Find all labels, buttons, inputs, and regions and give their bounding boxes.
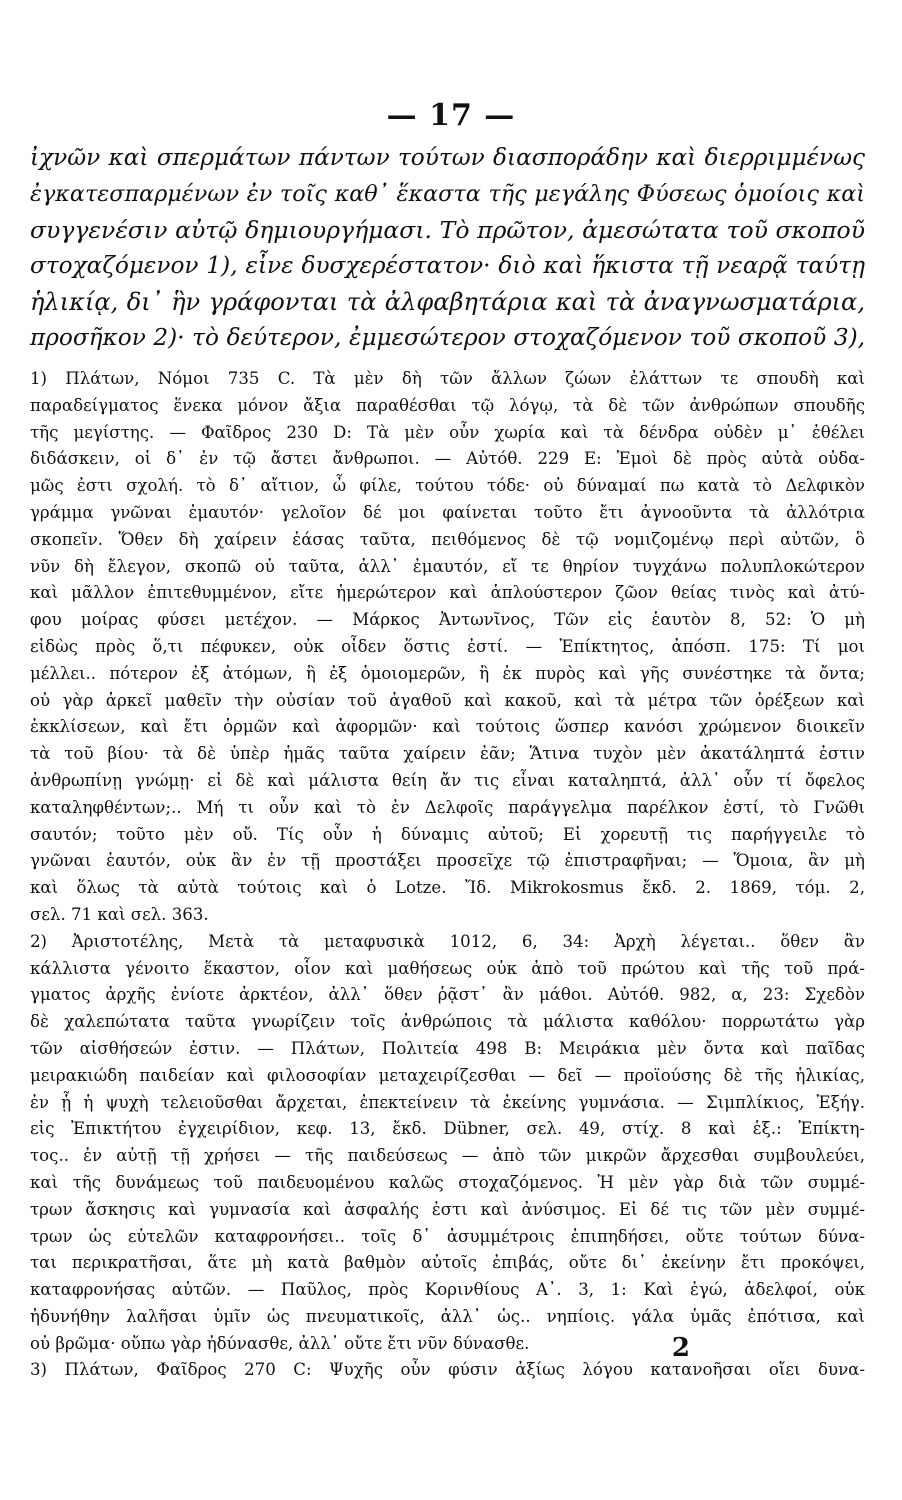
footnote-line: ἀνθρωπίνῃ γνώμῃ· εἰ δὲ καὶ μάλιστα θείη ἄν τις εἶναι καταληπτά, ἀλλ᾽ οὖν τί ὄφελος [30, 770, 865, 790]
footnote-line: τρων ὡς εὐτελῶν καταφρονήσει.. τοῖς δ᾽ ἀσυμμέτροις ἐπιπηδήσει, οὔτε τούτων δύνα- [30, 1226, 865, 1246]
footnote-line: γνῶναι ἑαυτόν, οὐκ ἂν ἐν τῇ προστάξει προσεῖχε τῷ ἐπιστραφῆναι; — Ὅμοια, ἂν μὴ [30, 851, 865, 871]
footnote-line: τος.. ἐν αὐτῇ τῇ χρήσει — τῆς παιδεύσεως — ἀπὸ τῶν μικρῶν ἄρχεσθαι συμβουλεύει, [30, 1146, 865, 1166]
footnote-line: τὰ τοῦ βίου· τὰ δὲ ὑπὲρ ἡμᾶς ταῦτα χαίρειν ἐᾶν; Ἅτινα τυχὸν μὲν ἀκατάληπτά ἐστιν [30, 744, 865, 764]
footnote-line: καταφρονήσας αὐτῶν. — Παῦλος, πρὸς Κορινθίους Α᾽. 3, 1: Καὶ ἐγώ, ἀδελφοί, οὐκ [30, 1280, 865, 1300]
footnote-line: ται περικρατῆσαι, ἅτε μὴ κατὰ βαθμὸν αὐτοῖς ἐπιβάς, οὔτε δι᾽ ἐκείνην ἔτι προκόψει, [30, 1253, 865, 1273]
main-text-line: συγγενέσιν αὐτῷ δημιουργήμασι. Τὸ πρῶτον, ἀμεσώτατα τοῦ σκοποῦ [30, 216, 865, 244]
footnote-line: ἠδυνήθην λαλῆσαι ὑμῖν ὡς πνευματικοῖς, ἀλλ᾽ ὡς.. νηπίοις. γάλα ὑμᾶς ἐπότισα, καὶ [30, 1306, 865, 1326]
footnote-2 [30, 929, 865, 1358]
main-text-line: ἐγκατεσπαρμένων ἐν τοῖς καθ᾽ ἕκαστα τῆς μεγάλης Φύσεως ὁμοίοις καὶ [30, 181, 865, 207]
footnotes [30, 366, 865, 1384]
footnote-line: παραδείγματος ἕνεκα μόνον ἄξια παραθέσθαι τῷ λόγῳ, τὰ δὲ τῶν ἀνθρώπων σπουδῆς [30, 395, 865, 415]
footnote-line: καταληφθέντων;.. Μή τι οὖν καὶ τὸ ἐν Δελφοῖς παράγγελμα παρέλκον ἐστί, τὸ Γνῶθι [30, 797, 865, 817]
footnote-line: καὶ μᾶλλον ἐπιτεθυμμένον, εἴτε ἡμερώτερον καὶ ἁπλούστερον ζῶον θείας τινὸς καὶ ἀτύ- [30, 583, 865, 603]
footnote-line: 3) Πλάτων, Φαῖδρος 270 C: Ψυχῆς οὖν φύσιν ἀξίως λόγου κατανοῆσαι οἴει δυνα- [30, 1360, 865, 1380]
footnote-line: μῶς ἐστι σχολή. τὸ δ᾽ αἴτιον, ὦ φίλε, τούτου τόδε· οὐ δύναμαί πω κατὰ τὸ Δελφικὸν [30, 476, 865, 496]
footnote-line: ἐκκλίσεων, καὶ ἔτι ὁρμῶν καὶ ἀφορμῶν· καὶ τούτοις ὥσπερ κανόσι χρώμενον διοικεῖν [30, 717, 865, 737]
footnote-line: γματος ἀρχῆς ἐνίοτε ἀρκτέον, ἀλλ᾽ ὅθεν ῥᾷστ᾽ ἂν μάθοι. Αὐτόθ. 982, α, 23: Σχεδὸν [30, 985, 865, 1005]
main-text-line: προσῆκον 2)· τὸ δεύτερον, ἐμμεσώτερον στοχαζόμενον τοῦ σκοποῦ 3), [30, 324, 865, 351]
footnote-line: νῦν δὴ ἔλεγον, σκοπῶ οὐ ταῦτα, ἀλλ᾽ ἐμαυτόν, εἴ τε θηρίον τυγχάνω πολυπλοκώτερον [30, 556, 865, 576]
main-text-line: ἰχνῶν καὶ σπερμάτων πάντων τούτων διασποράδην καὶ διερριμμένως [30, 144, 865, 171]
footnote-line: εἰς Ἐπικτήτου ἐγχειρίδιον, κεφ. 13, ἔκδ. Dübner, σελ. 49, στίχ. 8 καὶ ἑξ.: Ἐπίκτη- [30, 1119, 865, 1139]
footnote-line: γράμμα γνῶναι ἐμαυτόν· γελοῖον δέ μοι φαίνεται τοῦτο ἔτι ἀγνοοῦντα τὰ ἀλλότρια [30, 502, 865, 522]
signature-mark: 2 [671, 1333, 690, 1363]
footnote-line: καὶ ὅλως τὰ αὐτὰ τούτοις καὶ ὁ Lotze. Ἴδ. Mikrokosmus ἔκδ. 2. 1869, τόμ. 2, [30, 878, 865, 898]
footnote-line: φου μοίρας φύσει μετέχον. — Μάρκος Ἀντωνῖνος, Τῶν εἰς ἑαυτὸν 8, 52: Ὁ μὴ [30, 610, 865, 630]
footnote-line: 2) Ἀριστοτέλης, Μετὰ τὰ μεταφυσικὰ 1012, 6, 34: Ἀρχὴ λέγεται.. ὅθεν ἂν [30, 931, 865, 951]
main-text [30, 140, 865, 356]
footnote-line: κάλλιστα γένοιτο ἕκαστον, οἷον καὶ μαθήσεως οὐκ ἀπὸ τοῦ πρώτου καὶ τῆς τοῦ πρά- [30, 958, 865, 978]
footnote-line: τῶν αἰσθήσεών ἐστιν. — Πλάτων, Πολιτεία 498 B: Μειράκια μὲν ὄντα καὶ παῖδας [30, 1038, 865, 1058]
footnote-line: μειρακιώδη παιδείαν καὶ φιλοσοφίαν μεταχειρίζεσθαι — δεῖ — προϊούσης δὲ τῆς ἡλικίας, [30, 1065, 865, 1085]
page-number: — 17 — [386, 98, 516, 133]
footnote-line: τρων ἄσκησις καὶ γυμνασία καὶ ἀσφαλής ἐστι καὶ ἀνύσιμος. Εἰ δέ τις τῶν μὲν συμμέ- [30, 1199, 865, 1219]
main-text-line: στοχαζόμενον 1), εἶνε δυσχερέστατον· διὸ καὶ ἥκιστα τῇ νεαρᾷ ταύτῃ [30, 252, 865, 279]
footnote-line: σαυτόν; τοῦτο μὲν οὔ. Τίς οὖν ἡ δύναμις αὐτοῦ; Εἰ χορευτῇ τις παρήγγειλε τὸ [30, 824, 865, 844]
footnote-line: διδάσκειν, οἱ δ᾽ ἐν τῷ ἄστει ἄνθρωποι. — Αὐτόθ. 229 E: Ἐμοὶ δὲ πρὸς αὐτὰ οὐδα- [30, 449, 865, 469]
footnote-line: καὶ τῆς δυνάμεως τοῦ παιδευομένου καλῶς στοχαζόμενος. Ἡ μὲν γὰρ διὰ τῶν συμμέ- [30, 1172, 865, 1192]
footnote-line: οὐ γὰρ ἀρκεῖ μαθεῖν τὴν οὐσίαν τοῦ ἀγαθοῦ καὶ κακοῦ, καὶ τὰ μέτρα τῶν ὀρέξεων καὶ [30, 690, 865, 710]
footnote-line: τῆς μεγίστης. — Φαῖδρος 230 D: Τὰ μὲν οὖν χωρία καὶ τὰ δένδρα οὐδὲν μ᾽ ἐθέλει [30, 422, 865, 442]
footnote-line: ἐν ᾗ ἡ ψυχὴ τελειοῦσθαι ἄρχεται, ἐπεκτείνειν τὰ ἐκείνης γυμνάσια. — Σιμπλίκιος, Ἐξήγ. [30, 1092, 865, 1112]
footnote-line: σκοπεῖν. Ὅθεν δὴ χαίρειν ἐάσας ταῦτα, πειθόμενος δὲ τῷ νομιζομένῳ περὶ αὐτῶν, ὃ [30, 529, 865, 549]
footnote-line: σελ. 71 καὶ σελ. 363. [30, 904, 209, 924]
main-text-line: ἡλικίᾳ, δι᾽ ἣν γράφονται τὰ ἀλφαβητάρια καὶ τὰ ἀναγνωσματάρια, [30, 288, 865, 316]
footnote-line: 1) Πλάτων, Νόμοι 735 C. Τὰ μὲν δὴ τῶν ἄλλων ζώων ἐλάττων τε σπουδὴ καὶ [30, 369, 865, 388]
footnote-line: δὲ χαλεπώτατα ταῦτα γνωρίζειν τοῖς ἀνθρώποις τὰ μάλιστα καθόλου· πορρωτάτω γὰρ [30, 1012, 865, 1032]
footnote-line: εἰδὼς πρὸς ὅ,τι πέφυκεν, οὐκ οἶδεν ὅστις ἐστί. — Ἐπίκτητος, ἀπόσπ. 175: Τί μοι [30, 636, 865, 656]
footnote-line: μέλλει.. πότερον ἐξ ἀτόμων, ἢ ἐξ ὁμοιομερῶν, ἢ ἐκ πυρὸς καὶ γῆς συνέστηκε τὰ ὄντα; [30, 663, 865, 683]
footnote-1 [30, 366, 865, 929]
footnote-line: οὐ βρῶμα· οὔπω γὰρ ἠδύνασθε, ἀλλ᾽ οὔτε ἔτι νῦν δύνασθε. [30, 1333, 530, 1353]
footnote-3 [30, 1357, 865, 1384]
